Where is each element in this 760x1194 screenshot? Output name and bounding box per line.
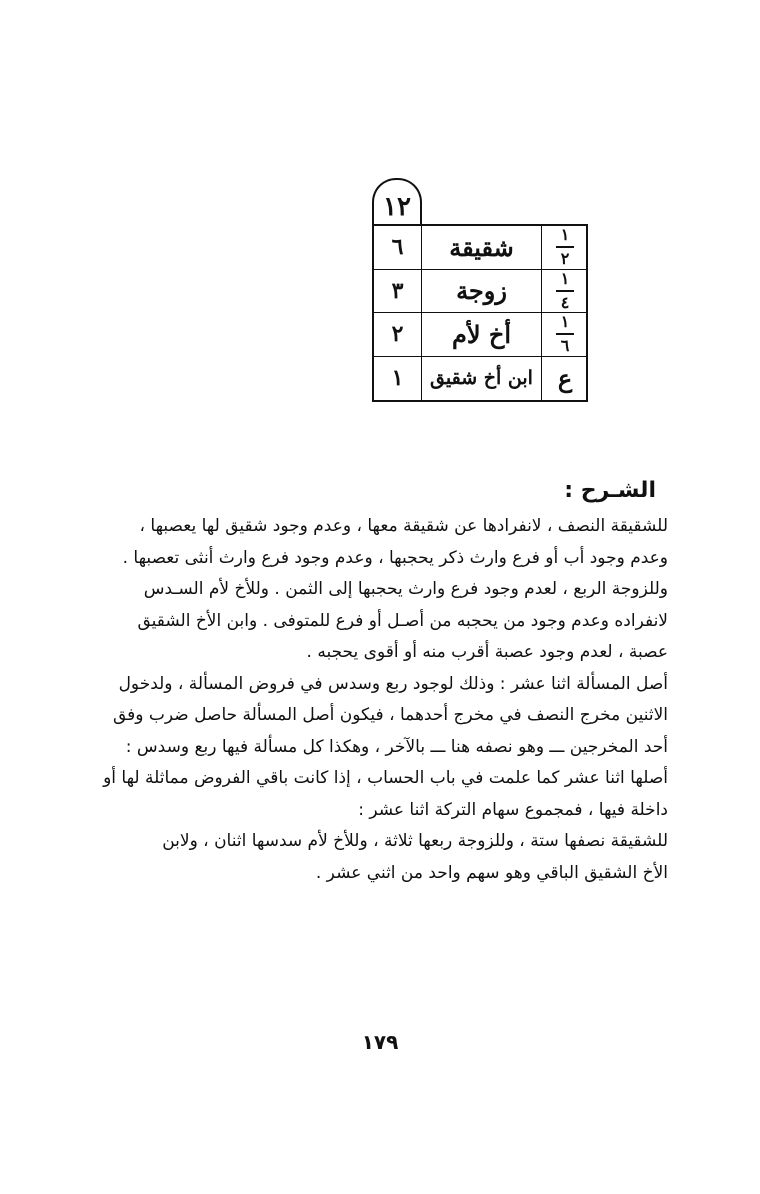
text-line: الأخ الشقيق الباقي وهو سهم واحد من اثني عشر . (315, 862, 668, 883)
text-line: عصبة ، لعدم وجود عصبة أقرب منه أو أقوى يحجبه . (306, 642, 668, 662)
fraction-denominator: ٦ (560, 336, 570, 356)
fraction-numerator: ١ (560, 312, 570, 332)
fraction-cell (542, 270, 588, 314)
share-cell: ٣ (374, 270, 422, 314)
share-cell: ٦ (374, 226, 422, 270)
inheritance-table (372, 178, 588, 402)
total-shares-header: ١٢ (372, 178, 422, 224)
text-line: للشقيقة النصف ، لانفرادها عن شقيقة معها ، وعدم وجود شقيق لها يعصبها ، (139, 516, 668, 536)
fraction-numerator: ١ (560, 225, 570, 245)
heir-cell: أخ لأم (422, 313, 542, 357)
fraction-bar (556, 290, 574, 292)
text-line: وعدم وجود أب أو فرع وارث ذكر يحجبها ، وعدم وجود فرع وارث أنثى تعصبها . (122, 547, 668, 568)
share-cell: ٢ (374, 313, 422, 357)
text-line: لانفراده وعدم وجود من يحجبه من أصـل أو فرع للمتوفى . وابن الأخ الشقيق (137, 610, 668, 631)
heir-cell: زوجة (422, 270, 542, 314)
text-line: داخلة فيها ، فمجموع سهام التركة اثنا عشر : (358, 799, 668, 820)
fraction-numerator: ١ (560, 268, 570, 288)
text-line: للشقيقة نصفها ستة ، وللزوجة ربعها ثلاثة ، وللأخ لأم سدسها اثنان ، ولابن (162, 831, 668, 851)
text-line: أحد المخرجين ـــ وهو نصفه هنا ـــ بالآخر ، وهكذا كل مسألة فيها ربع وسدس : (125, 736, 668, 757)
fraction (556, 314, 574, 354)
fraction-bar (556, 333, 574, 335)
fraction (556, 268, 574, 312)
heir-cell: ابن أخ شقيق (422, 357, 542, 401)
page-number: ١٧٩ (361, 1030, 399, 1054)
heir-cell: شقيقة (422, 226, 542, 270)
text-line: الاثنين مخرج النصف في مخرج أحدهما ، فيكون أصل المسألة حاصل ضرب وفق (113, 705, 668, 725)
residuary-symbol: ع (557, 363, 573, 393)
fraction-cell (542, 357, 588, 401)
text-line: أصلها اثنا عشر كما علمت في باب الحساب ، إذا كانت باقي الفروض مماثلة لها أو (103, 768, 668, 788)
explanation-body (100, 511, 668, 889)
inheritance-grid (372, 224, 588, 402)
fraction (556, 227, 574, 267)
share-cell: ١ (374, 357, 422, 401)
fraction-denominator: ٢ (560, 249, 570, 269)
fraction-cell (542, 226, 588, 270)
text-line: وللزوجة الربع ، لعدم وجود فرع وارث يحجبها إلى الثمن . وللأخ لأم السـدس (143, 579, 668, 599)
explanation-heading: الشـرح : (564, 478, 656, 503)
fraction-denominator: ٤ (560, 292, 570, 312)
fraction-cell (542, 313, 588, 357)
fraction-bar (556, 246, 574, 248)
text-line: أصل المسألة اثنا عشر : وذلك لوجود ربع وسدس في فروض المسألة ، ولدخول (118, 673, 668, 694)
